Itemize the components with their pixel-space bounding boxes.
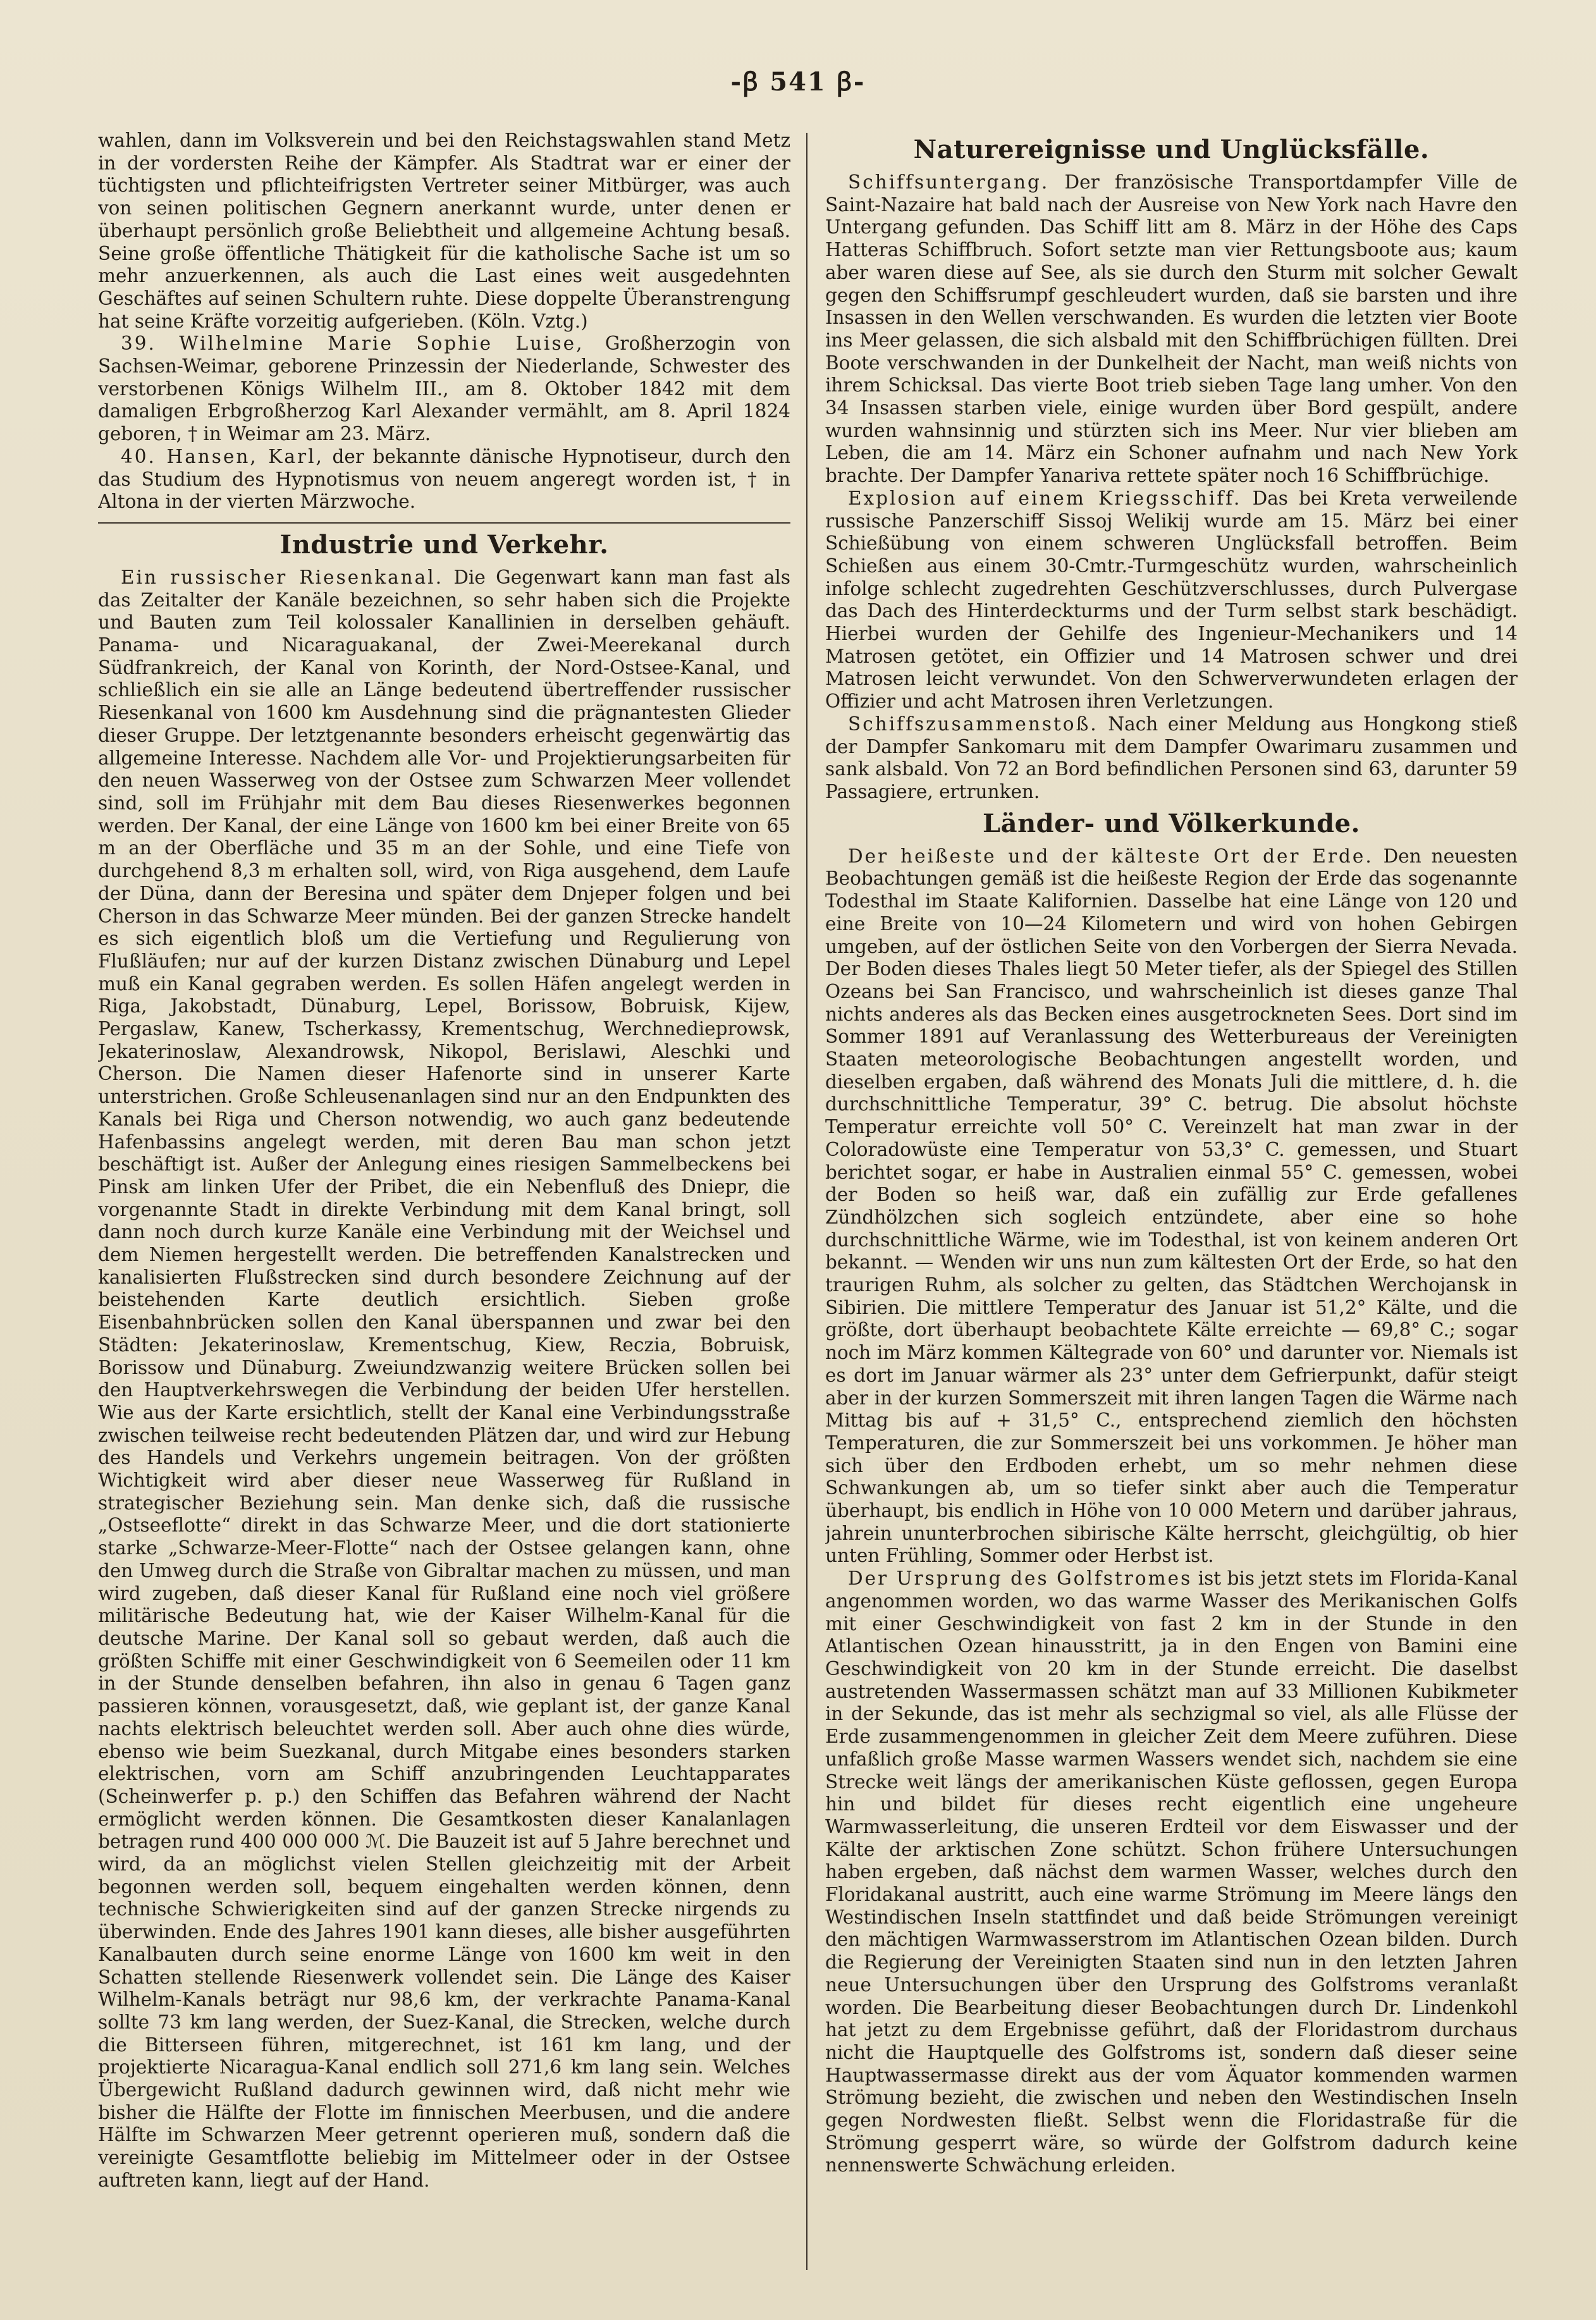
section-divider: [98, 522, 790, 524]
article-explosion: [825, 488, 1518, 713]
article-schiffsuntergang-lead: Schiffsuntergang.: [848, 171, 1050, 193]
page-number: -ꞵ 541 ꞵ-: [730, 67, 866, 97]
article-schiffsuntergang-text: Der französische Transportdampfer Ville de Saint-Nazaire hat bald nach der Ausreise von New York nach Havre den Untergang gefunden. Das Schiff litt am 8. März in der Höhe des Caps Hatteras Schiffbruch. Sofort setzte man vier Rettungsboote aus; kaum aber waren diese auf See, als sie durch den Sturm mit solcher Gewalt gegen den Schiffsrumpf geschleudert wurden, daß sie barsten und ihre Insassen in den Wellen verschwanden. Es wurden die letzten vier Boote ins Meer gelassen, die sich alsbald mit den Schiffbrüchigen füllten. Drei Boote verschwanden in der Dunkelheit der Nacht, man weiß nichts von ihrem Schicksal. Das vierte Boot trieb sieben Tage lang umher. Von den 34 Insassen starben viele, einige wurden über Bord gespült, andere wurden wahnsinnig und stürzten sich ins Meer. Nur vier blieben am Leben, die am 14. März ein Schoner aufnahm und nach New York brachte. Der Dampfer Yanariva rettete später noch 16 Schiffbrüchige.: [825, 171, 1518, 487]
section-heading-industrie: Industrie und Verkehr.: [279, 529, 609, 560]
obituary-metz-text: wahlen, dann im Volksverein und bei den Reichstagswahlen stand Metz in der vordersten Reihe der Kämpfer. Als Stadtrat war er einer der tüchtigsten und pflichteifrigsten Vertreter seiner Mitbürger, was auch von seinen politischen Gegnern anerkannt wurde, unter denen er überhaupt persönlich große Beliebtheit und allgemeine Achtung besaß. Seine große öffentliche Thätigkeit für die katholische Sache ist um so mehr anzuerkennen, als auch die Last eines weit ausgedehnten Geschäftes auf seinen Schultern ruhte. Diese doppelte Überanstrengung hat seine Kräfte vorzeitig aufgerieben. (Köln. Vztg.): [98, 130, 790, 332]
obituary-40: [98, 446, 790, 513]
article-zusammenstoss: [825, 713, 1518, 804]
obituary-40-name: 40. Hansen, Karl,: [121, 445, 324, 467]
article-explosion-lead: Explosion auf einem Kriegsschiff.: [848, 487, 1242, 509]
article-schiffsuntergang: [825, 171, 1518, 488]
article-riesenkanal-text: Die Gegenwart kann man fast als das Zeitalter der Kanäle bezeichnen, so sehr haben sich die Projekte und Bauten zum Teil kolossaler Kanallinien in derselben gehäuft. Panama- und Nicaraguakanal, der Zwei-Meerekanal durch Südfrankreich, der Kanal von Korinth, der Nord-Ostsee-Kanal, und schließlich ein sie alle an Länge bedeutend übertreffender russischer Riesenkanal von 1600 km Ausdehnung sind die prägnantesten Glieder dieser Gruppe. Der letztgenannte besonders erheischt gegenwärtig das allgemeine Interesse. Nachdem alle Vor- und Projektierungsarbeiten für den neuen Wasserweg von der Ostsee zum Schwarzen Meer vollendet sind, soll im Frühjahr mit dem Bau dieses Riesenwerkes begonnen werden. Der Kanal, der eine Länge von 1600 km bei einer Breite von 65 m an der Oberfläche und 35 m an der Sohle, und eine Tiefe von durchgehend 8,3 m erhalten soll, wird, von Riga ausgehend, dem Laufe der Düna, dann der Beresina und später dem Dnjeper folgen und bei Cherson in das Schwarze Meer münden. Bei der ganzen Strecke handelt es sich eigentlich bloß um die Vertiefung und Regulierung von Flußläufen; nur auf der kurzen Distanz zwischen Dünaburg und Lepel muß ein Kanal gegraben werden. Es sollen Häfen angelegt werden in Riga, Jakobstadt, Dünaburg, Lepel, Borissow, Bobruisk, Kijew, Pergaslaw, Kanew, Tscherkassy, Krementschug, Werchnedieprowsk, Jekaterinoslaw, Alexandrowsk, Nikopol, Berislawi, Aleschki und Cherson. Die Namen dieser Hafenorte sind in unserer Karte unterstrichen. Große Schleusenanlagen sind nur an den Endpunkten des Kanals bei Riga und Cherson notwendig, wo auch ganz bedeutende Hafenbassins angelegt werden, mit deren Bau man schon jetzt beschäftigt ist. Außer der Anlegung eines riesigen Sammelbeckens bei Pinsk am linken Ufer der Pribet, die ein Nebenfluß des Dniepr, die vorgenannte Stadt in direkte Verbindung mit dem Kanal bringt, soll dann noch durch kurze Kanäle eine Verbindung mit der Weichsel und dem Niemen hergestellt werden. Die betreffenden Kanalstrecken und kanalisierten Flußstrecken sind durch besondere Zeichnung auf der beistehenden Karte deutlich ersichtlich. Sieben große Eisenbahnbrücken sollen den Kanal überspannen und zwar bei den Städten: Jekaterinoslaw, Krementschug, Kiew, Reczia, Bobruisk, Borissow und Dünaburg. Zweiundzwanzig weitere Brücken sollen bei den Hauptverkehrswegen die Verbindung der beiden Ufer herstellen. Wie aus der Karte ersichtlich, stellt der Kanal eine Verbindungsstraße zwischen teilweise recht bedeutenden Plätzen dar, und wird zur Hebung des Handels und Verkehrs ungemein beitragen. Von der größten Wichtigkeit wird aber dieser neue Wasserweg für Rußland in strategischer Beziehung sein. Man denke sich, daß die russische „Ostseeflotte“ direkt in das Schwarze Meer, und die dort stationierte starke „Schwarze-Meer-Flotte“ nach der Ostsee gelangen kann, ohne den Umweg durch die Straße von Gibraltar machen zu müssen, und man wird zugeben, daß dieser Kanal für Rußland eine noch viel größere militärische Bedeutung hat, wie der Kaiser Wilhelm-Kanal für die deutsche Marine. Der Kanal soll so gebaut werden, daß auch die größten Schiffe mit einer Geschwindigkeit von 6 Seemeilen oder 11 km in der Stunde denselben befahren, ihn also in genau 6 Tagen ganz passieren können, vorausgesetzt, daß, wie geplant ist, der ganze Kanal nachts elektrisch beleuchtet werden soll. Aber auch ohne dies würde, ebenso wie beim Suezkanal, durch Mitgabe eines besonders starken elektrischen, vorn am Schiff anzubringenden Leuchtapparates (Scheinwerfer p. p.) den Schiffen das Befahren während der Nacht ermöglicht werden können. Die Gesamtkosten dieser Kanalanlagen betragen rund 400 000 000 ℳ. Die Bauzeit ist auf 5 Jahre berechnet und wird, da an möglichst vielen Stellen gleichzeitig mit der Arbeit begonnen werden soll, bequem eingehalten werden können, denn technische Schwierigkeiten sind auf der ganzen Strecke nirgends zu überwinden. Ende des Jahres 1901 kann dieses, alle bisher ausgeführten Kanalbauten durch seine enorme Länge von 1600 km weit in den Schatten stellende Riesenwerk vollendet sein. Die Länge des Kaiser Wilhelm-Kanals beträgt nur 98,6 km, der verkrachte Panama-Kanal sollte 73 km lang werden, der Suez-Kanal, die Strecken, welche durch die Bitterseen führen, mitgerechnet, ist 161 km lang, und der projektierte Nicaragua-Kanal endlich soll 271,6 km lang sein. Welches Übergewicht Rußland dadurch gewinnen wird, daß nicht mehr wie bisher die Hälfte der Flotte im finnischen Meerbusen, und die andere Hälfte im Schwarzen Meer getrennt operieren muß, sondern daß die vereinigte Gesamtflotte beliebig im Mittelmeer oder in der Ostsee auftreten kann, liegt auf der Hand.: [98, 566, 790, 2191]
article-golfstrom: [825, 1568, 1518, 2177]
article-heissester-ort-text: Den neuesten Beobachtungen gemäß ist die heißeste Region der Erde das sogenannte Todesthal im Staate Kalifornien. Dasselbe hat eine Länge von 120 und eine Breite von 10—24 Kilometern und wird von hohen Gebirgen umgeben, auf der östlichen Seite von den Vorbergen der Sierra Nevada. Der Boden dieses Thales liegt 50 Meter tiefer, als der Spiegel des Stillen Ozeans bei San Francisco, und wahrscheinlich ist dieses ganze Thal nichts anderes als das Becken eines ausgetrockneten Sees. Dort sind im Sommer 1891 auf Veranlassung des Wetterbureaus der Vereinigten Staaten meteorologische Beobachtungen angestellt worden, und dieselben ergaben, daß während des Monats Juli die mittlere, d. h. die durchschnittliche Temperatur, 39° C. betrug. Die absolut höchste Temperatur erreichte voll 50° C. Vereinzelt hat man zwar in der Coloradowüste eine Temperatur von 53,3° C. gemessen, und Stuart berichtet sogar, er habe in Australien einmal 55° C. gemessen, wobei der Boden so heiß war, daß ein zufällig zur Erde gefallenes Zündhölzchen sich sogleich entzündete, aber eine so hohe durchschnittliche Wärme, wie im Todesthal, ist von keinem anderen Ort bekannt. — Wenden wir uns nun zum kältesten Ort der Erde, so hat den traurigen Ruhm, als solcher zu gelten, das Städtchen Werchojansk in Sibirien. Die mittlere Temperatur des Januar ist 51,2° Kälte, und die größte, dort überhaupt beobachtete Kälte erreichte — 69,8° C.; sogar noch im März kommen Kältegrade von 60° und darunter vor. Niemals ist es dort im Januar wärmer als 23° unter dem Gefrierpunkt, dafür steigt aber in der kurzen Sommerszeit mit ihren langen Tagen die Wärme nach Mittag bis auf + 31,5° C., entsprechend ziemlich den höchsten Temperaturen, die zur Sommerszeit bei uns vorkommen. Je höher man sich über den Erdboden erhebt, um so mehr nehmen diese Schwankungen ab, um so tiefer sinkt aber auch die Temperatur überhaupt, bis endlich in Höhe von 10 000 Metern und darüber jahraus, jahrein ununterbrochen sibirische Kälte herrscht, gleichgültig, ob hier unten Frühling, Sommer oder Herbst ist.: [825, 845, 1518, 1567]
article-riesenkanal-lead: Ein russischer Riesenkanal.: [121, 566, 444, 588]
obituary-39: [98, 333, 790, 446]
section-heading-naturereignisse: Naturereignisse und Unglücksfälle.: [913, 135, 1430, 164]
article-heissester-ort: [825, 845, 1518, 1568]
article-golfstrom-lead: Der Ursprung des Golfstromes: [848, 1568, 1193, 1590]
article-riesenkanal: [98, 567, 790, 2192]
article-golfstrom-text: ist bis jetzt stets im Florida-Kanal angenommen worden, wo das warme Wasser des Merikanischen Golfs mit einer Geschwindigkeit von fast 2 km in der Stunde in den Atlantischen Ozean hinausstritt, ja in den Engen von Bamini eine Geschwindigkeit von 20 km in der Stunde erreicht. Die daselbst austretenden Wassermassen schätzt man auf 33 Millionen Kubikmeter in der Sekunde, das ist mehr als sechzigmal so viel, als alle Flüsse der Erde zusammengenommen in gleicher Zeit dem Meere zuführen. Diese unfaßlich große Masse warmen Wassers wendet sich, nachdem sie eine Strecke weit längs der amerikanischen Küste geflossen, gegen Europa hin und bildet für dieses recht eigentlich eine ungeheure Warmwasserleitung, die unseren Erdteil vor dem Eiswasser und der Kälte der arktischen Zone schützt. Schon frühere Untersuchungen haben ergeben, daß nächst dem warmen Wasser, welches durch den Floridakanal austritt, auch eine warme Strömung im Meere längs den Westindischen Inseln stattfindet und daß beide Strömungen vereinigt den mächtigen Warmwasserstrom im Atlantischen Ozean bilden. Durch die Regierung der Vereinigten Staaten sind nun in den letzten Jahren neue Untersuchungen über den Ursprung des Golfstroms veranlaßt worden. Die Bearbeitung dieser Beobachtungen durch Dr. Lindenkohl hat jetzt zu dem Ergebnisse geführt, daß der Floridastrom durchaus nicht die Hauptquelle des Golfstroms ist, sondern daß dieser seine Hauptwassermasse direkt aus der vom Äquator kommenden warmen Strömung bezieht, die zwischen und neben den Westindischen Inseln gegen Nordwesten fließt. Selbst wenn die Floridastraße für die Strömung gesperrt wäre, so würde der Golfstrom dadurch keine nennenswerte Schwächung erleiden.: [825, 1568, 1518, 2176]
article-heissester-ort-lead: Der heißeste und der kälteste Ort der Erde.: [848, 845, 1373, 867]
section-heading-laenderkunde: Länder- und Völkerkunde.: [983, 808, 1360, 838]
article-zusammenstoss-text: Nach einer Meldung aus Hongkong stieß der Dampfer Sankomaru mit dem Dampfer Owarimaru zusammen und sank alsbald. Von 72 an Bord befindlichen Personen sind 63, darunter 59 Passagiere, ertrunken.: [825, 713, 1518, 802]
article-explosion-text: Das bei Kreta verweilende russische Panzerschiff Sissoj Welikij wurde am 15. März bei einer Schießübung von einem schweren Unglücksfall betroffen. Beim Schießen aus einem 30-Cmtr.-Turmgeschütz wurden, wahrscheinlich infolge schlecht zugedrehten Geschützverschlusses, durch Pulvergase das Dach des Hinterdeckturms und der Turm selbst stark beschädigt. Hierbei wurden der Gehilfe des Ingenieur-Mechanikers und 14 Matrosen getötet, ein Offizier und 14 Matrosen schwer und drei Matrosen leicht verwundet. Von den Schwerverwundeten erlagen der Offizier und acht Matrosen ihren Verletzungen.: [825, 487, 1518, 713]
obituary-40-text: der bekannte dänische Hypnotiseur, durch den das Studium des Hypnotismus von neuem angeregt worden ist, † in Altona in der vierten Märzwoche.: [98, 445, 790, 513]
obituary-39-name: 39. Wilhelmine Marie Sophie Luise,: [121, 333, 584, 355]
article-zusammenstoss-lead: Schiffszusammenstoß.: [848, 713, 1098, 735]
right-column: [825, 130, 1518, 2283]
left-column: [98, 130, 790, 2283]
obituary-39-text: Großherzogin von Sachsen-Weimar, geborene Prinzessin der Niederlande, Schwester des verstorbenen Königs Wilhelm III., am 8. Oktober 1842 mit dem damaligen Erbgroßherzog Karl Alexander vermählt, am 8. April 1824 geboren, † in Weimar am 23. März.: [98, 333, 790, 445]
column-divider: [806, 133, 807, 2270]
